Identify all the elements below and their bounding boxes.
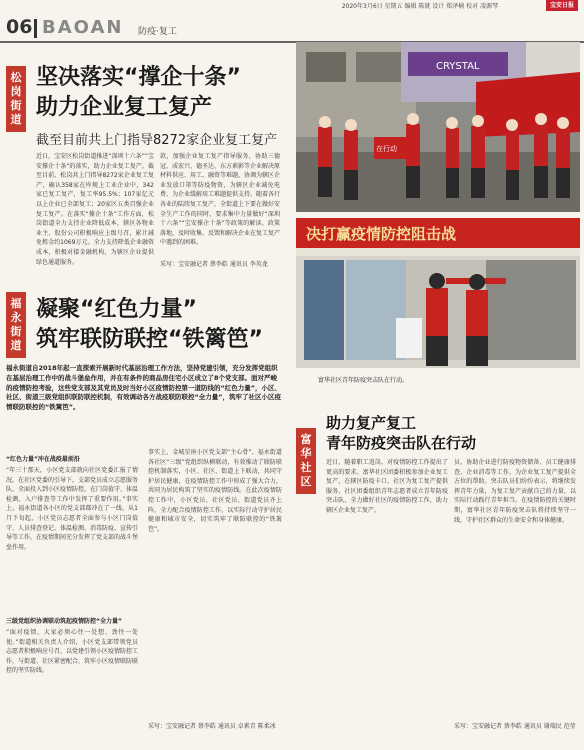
brand-logo: 宝安日报 xyxy=(546,0,578,11)
story3-body-right: 员，协助企业进行防疫物资储备、员工健康排查、企业消毒等工作，为企业复工复产提供全方位的帮助。突击队员们纷纷表示，将继续发挥青年力量，为复工复产贡献自己的力量，以实际行动践行青年担当。在疫情防控的关键时期，富华社区青年防疫突击队将持续坚守一线，守护社区群众的生命安全和身体健康。 xyxy=(454,459,576,524)
story2-body-3: 事实上，金城星座小区党支部“主心骨”、福永街道各社区“三级”党组织纵横联动，有效推动了联防联控机制落实，小区、社区、街道上下联动，共同守护居民健康，在疫情防控工作中形成了强大合力，共同为居民构筑了坚实的疫情防线。在此次疫情防控工作中，小区党员、社区党员、街道党员齐上阵，全力配合疫情防控工作，以实际行动守护居民健康和城市安全，切实筑牢了联防联控的“铁篱笆”。 xyxy=(148,449,282,533)
story2-byline: 采写：宝安融记者 蔡李皓 通讯员 卓素青 陈柔冰 xyxy=(148,723,276,730)
date-line: 2020年3月6日 星期五 编辑 陈就 设计 郑泽楠 校对 凌源琴 xyxy=(341,3,498,10)
story1-headline-1: 坚决落实“撑企十条” xyxy=(36,65,241,90)
column-name: 防疫·复工 xyxy=(138,27,177,37)
story1-subhead: 截至目前共上门指导8272家企业复工复产 xyxy=(36,133,278,148)
story1-byline: 采写：宝安融记者 蔡李皓 通讯员 李英龙 xyxy=(160,261,268,268)
story2-subhead-2: 三级党组织协调联动筑起疫情防控“全力量” xyxy=(6,618,122,625)
street-scene-illustration xyxy=(296,42,580,212)
story3-headline-1: 助力复产复工 xyxy=(326,414,417,432)
story2-body-2: “面对疫情，大家必须心往一处想、劲往一处使。”街道相关负责人介绍，小区党支部带领党员志愿者积极响应号召，以党建引领小区疫情防控工作，与街道、社区紧密配合，筑牢小区疫情联防联控的坚实防线。 xyxy=(6,629,138,675)
story1-body-left: 近日，宝安区松岗街道推进“深圳十六条”“宝安撑企十条”的落实，助力企业复工复产。截至目前，松岗共上门指导8272家企业复工复产，确认358家在库规上工业企业中，342家已复工复产，复工率95.5%；107家亿元以上企业已全部复工；20家区五类百强企业复工复产。在落实“撑企十条”工作方面，松岗街道全力支持企业降低成本，辖区各物业业主、股份公司积极响应上级号召，累计减免租金约1069万元。全力支持降低企业融资成本，积极对接金融机构，为辖区企业提供绿色通道服务。 xyxy=(36,153,154,266)
store-sign-text: CRYSTAL xyxy=(436,61,480,72)
story1-tag: 松岗街道 xyxy=(6,66,26,132)
checkpoint-illustration xyxy=(296,218,580,368)
rear-banner-text: 在行动 xyxy=(376,145,397,153)
story3-headline-2: 青年防疫突击队在行动 xyxy=(326,434,477,452)
header-divider xyxy=(34,19,37,38)
shop-banner-text: 决打赢疫情防控阻击战 xyxy=(306,225,457,243)
story1-headline-2: 助力企业复工复产 xyxy=(36,95,213,120)
masthead xyxy=(0,0,584,14)
story1-body-right: 款，加强企业复工复产指导服务，协助三德冠、成宏兴、德圣达、东方素影等企业解决原材料供应、用工、融资等难题，协调为辖区企业发放口罩等防疫物资，为辖区企业减免电费、为企业缓解用工难题提供支持。随着各行各业的陆续复工复产，全街道上下要在做好安全生产工作的同时，要求集中力量做好“深圳十六条”“宝安撑企十条”等政策的解读、政策落地，及时收集、反馈和解决企业在复工复产中遇到的困难。 xyxy=(160,153,280,247)
story2-headline-1: 凝聚“红色力量” xyxy=(36,297,197,322)
photo-shop-checkpoint xyxy=(296,218,580,368)
page-number: 06 xyxy=(6,16,33,38)
story2-headline-2: 筑牢联防联控“铁篱笆” xyxy=(36,327,263,352)
story3-tag: 富华社区 xyxy=(296,428,316,494)
photo-volunteers-street xyxy=(296,42,580,212)
story2-lead: 福永街道自2018年起一直探索开展新时代基层治理工作方法，坚持党建引领，充分发挥党组织在基层治理工作中的战斗堡垒作用，并在有条件的商品房住宅小区成立了8个党支部。面对严峻的疫情防控考验，这些党支部及其党员及时当好小区疫情防控第一道防线的“红色力量”，小区、社区、街道三级党组织联防联控机制，有效调动各方战疫联防联控“全力量”，筑牢了社区小区疫情联防联控的“铁篱笆”。 xyxy=(6,364,282,412)
story2-body-1: “年三十那天，小区党支部就向社区党委汇报了情况，在社区党委的引导下，支部党员成立志愿服务队，全面投入到小区疫情防控，在门岗值守、体温检测、入户排查等工作中发挥了重要作用。”事实上，福永街道各小区的党支部都冲在了一线。从1月下旬起，小区党员志愿者全面参与小区门岗值守、人员排查登记、体温检测、消毒防疫、宣传引导等工作，在疫情期间充分发挥了党支部的战斗堡垒作用。 xyxy=(6,467,138,551)
photo-caption: 富华社区青年防疫突击队在行动。 xyxy=(318,377,409,384)
story3-body-left: 近日，随着职工返岗，对疫情防控工作提出了更高的要求。富华社区团委积极参加企业复工复产，在辖区防疫卡口、社区为复工复产提供服务，社区团委组织青年志愿者成立青年防疫突击队，全力做好社区的疫情防控工作，助力辖区企业复工复产。 xyxy=(326,459,448,514)
section-name: BAOAN xyxy=(42,17,124,38)
story2-tag: 福永街道 xyxy=(6,292,26,358)
story3-byline: 采写：宝安融记者 蔡李皓 通讯员 谢瑞民 范莹 xyxy=(454,723,576,730)
story2-subhead-1: “红色力量”冲在战疫最前沿 xyxy=(6,456,80,463)
page-header xyxy=(0,15,584,41)
